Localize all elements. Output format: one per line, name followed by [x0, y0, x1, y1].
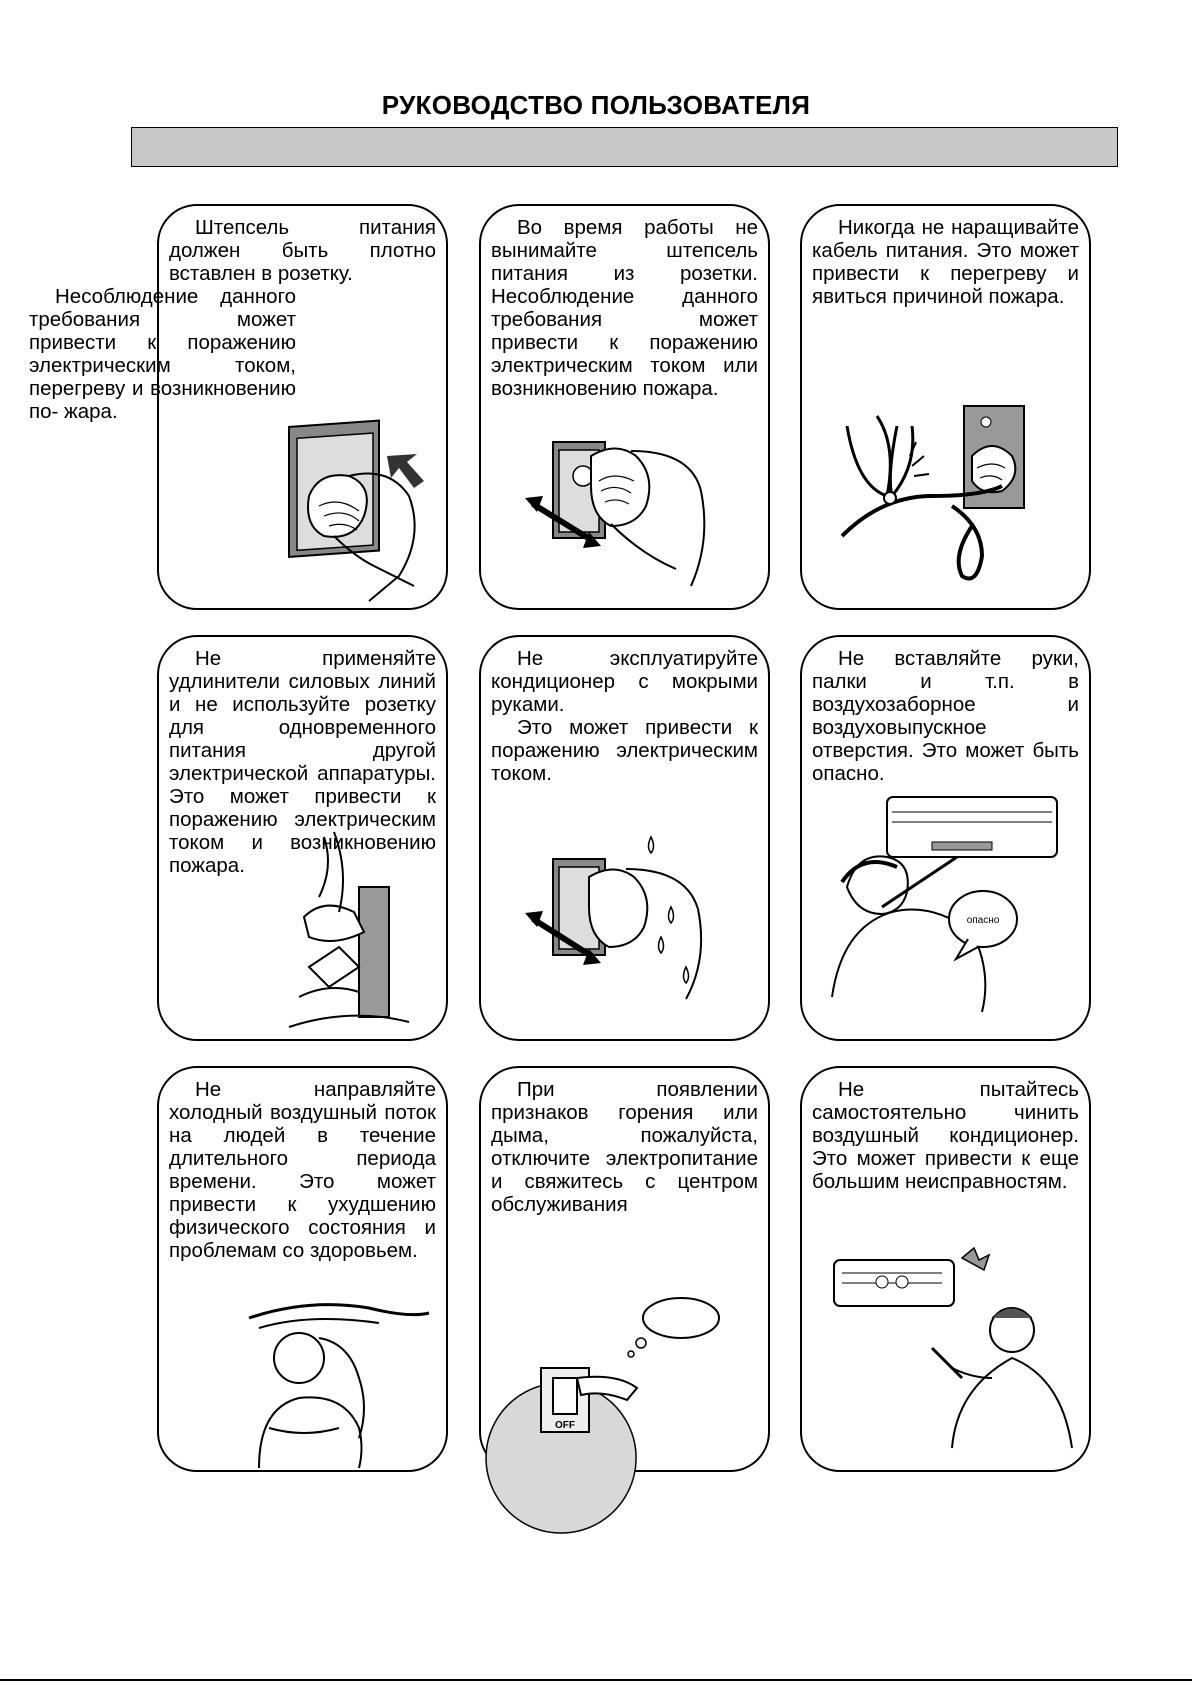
page-bottom-rule	[0, 1679, 1192, 1681]
cold-air-on-person-icon	[159, 1068, 450, 1474]
card-no-extension-cords	[157, 635, 448, 1041]
card-paragraph: Никогда не наращивайте кабель питания. Это может привести к перегреву и явиться причиной пожара.	[812, 216, 1079, 308]
bubble-label: опасно	[966, 915, 1000, 926]
wet-hand-plug-icon	[481, 637, 772, 1043]
self-repair-warning-icon	[802, 1068, 1093, 1474]
hand-into-air-outlet-icon	[802, 637, 1093, 1043]
switch-label: OFF	[555, 1420, 575, 1431]
plug-push-into-socket-icon	[159, 206, 450, 612]
card-do-not-remove-plug	[479, 204, 770, 610]
card-paragraph: Не пытайтесь самостоятельно чинить воздушный кондиционер. Это может привести к еще большим неисправностям.	[812, 1078, 1079, 1193]
card-paragraph: Во время работы не вынимайте штепсель питания из розетки. Несоблюдение данного требования может привести к поражению электрическим током или возникновению пожара.	[491, 216, 758, 400]
page-title: РУКОВОДСТВО ПОЛЬЗОВАТЕЛЯ	[381, 90, 811, 120]
card-plug-fully-inserted	[29, 204, 448, 610]
pliers-cutting-cable-icon	[802, 206, 1093, 612]
card-paragraph: Не эксплуатируйте кондиционер с мокрыми руками.	[491, 647, 758, 716]
card-paragraph: Это может привести к поражению электрическим током.	[491, 716, 758, 785]
card-no-self-repair	[800, 1066, 1091, 1472]
card-paragraph: Не применяйте удлинители силовых линий и не используйте розетку для одновременного питания другой электрической аппаратуры. Это может привести к поражению электрическим током и возникновению пожара.	[169, 647, 436, 877]
section-header-bar	[131, 127, 1118, 167]
overloaded-power-strip-icon	[159, 637, 450, 1043]
card-paragraph: При появлении признаков горения или дыма, пожалуйста, отключите электропитание и свяжитесь с центром обслуживания	[491, 1078, 758, 1216]
card-do-not-extend-cable	[800, 204, 1091, 610]
switch-off-icon	[481, 1068, 772, 1474]
card-paragraph: Не направляйте холодный воздушный поток на людей в течение длительного периода времени. Это может привести к ухудшению физического состояния и проблемам со здоровьем.	[169, 1078, 436, 1262]
card-no-hands-in-vents	[800, 635, 1091, 1041]
card-no-wet-hands	[479, 635, 770, 1041]
card-fire-smoke-switch-off	[479, 1066, 770, 1472]
card-paragraph: Не вставляйте руки, палки и т.п. в воздухозаборное и воздуховыпускное отверстия. Это может быть опасно.	[812, 647, 1079, 785]
card-paragraph: Несоблюдение данного требования может привести к поражению электрическим током, перегреву и возникновению по- жара.	[29, 285, 296, 423]
plug-remove-from-socket-icon	[481, 206, 772, 612]
card-no-cold-air-on-people	[157, 1066, 448, 1472]
card-paragraph: Штепсель питания должен быть плотно вставлен в розетку.	[169, 216, 436, 285]
